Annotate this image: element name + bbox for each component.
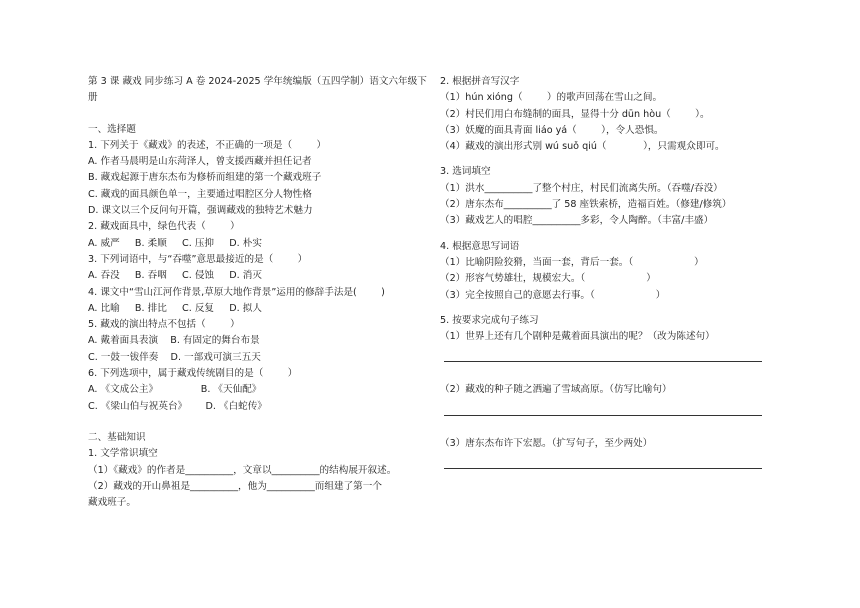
basics-1-item-1: （1）《藏戏》的作者是__________，文章以__________的结构展开叙述。 [88,464,397,476]
basics-2: 2. 根据拼音写汉字 [440,76,520,87]
basics-1-item-2-cont: 藏戏班子。 [88,497,136,509]
question-2: 2. 藏戏面具中，绿色代表（ ） [88,221,240,233]
basics-4-item-2: （2）形容气势雄壮，规模宏大。（ ） [440,273,656,285]
question-1-option-c: C. 藏戏的面具颜色单一，主要通过唱腔区分人物性格 [88,188,312,200]
basics-3-item-1: （1）洪水__________了整个村庄，村民们流离失所。（吞噬/吞没） [440,182,723,194]
basics-5-item-1: （1）世界上还有几个剧种是戴着面具演出的呢？（改为陈述句） [440,331,715,343]
worksheet-title: 第 3 课 藏戏 同步练习 A 卷 2024-2025 学年统编版（五四学制）语文六年级下册 [88,76,427,104]
answer-line-2[interactable] [444,399,762,416]
basics-3-item-3: （3）藏戏艺人的唱腔__________多彩，令人陶醉。（丰富/丰盛） [440,215,714,227]
basics-1-item-2: （2）藏戏的开山鼻祖是__________，他为__________而组建了第一个 [88,480,382,492]
question-4-options: A. 比喻 B. 排比 C. 反复 D. 拟人 [88,302,262,314]
basics-5: 5. 按要求完成句子练习 [440,314,539,326]
section-heading-basics: 二、基础知识 [88,431,146,443]
basics-3-item-2: （2）唐东杰布__________了 58 座铁索桥，造福百姓。（修建/修筑） [440,199,732,211]
basics-4-item-3: （3）完全按照自己的意愿去行事。（ ） [440,289,666,301]
right-column [440,74,770,489]
question-1: 1. 下列关于《藏戏》的表述，不正确的一项是（ ） [88,139,327,151]
basics-2-item-1: （1）hún xióng（ ）的歌声回荡在雪山之间。 [440,92,663,104]
question-5-options-cd: C. 一鼓一钹伴奏 D. 一部戏可演三五天 [88,351,261,363]
question-6-options-ab: A. 《文成公主》 B. 《天仙配》 [88,384,262,396]
basics-5-item-2: （2）藏戏的种子随之洒遍了雪域高原。（仿写比喻句） [440,384,672,396]
basics-2-item-3: （3）妖魔的面具青面 liáo yá（ ），令人恐惧。 [440,124,664,136]
left-column [88,74,428,511]
basics-3: 3. 选词填空 [440,166,491,178]
question-5-options-ab: A. 戴着面具表演 B. 有固定的舞台布景 [88,335,260,347]
basics-4-item-1: （1）比喻阴险狡猾，当面一套，背后一套。（ ） [440,256,704,268]
question-6: 6. 下列选项中，属于藏戏传统剧目的是（ ） [88,368,298,380]
question-1-option-d: D. 课文以三个反问句开篇，强调藏戏的独特艺术魅力 [88,205,313,217]
question-1-option-a: A. 作者马晨明是山东菏泽人，曾支援西藏并担任记者 [88,156,312,168]
basics-4: 4. 根据意思写词语 [440,240,520,252]
question-5: 5. 藏戏的演出特点不包括（ ） [88,319,240,331]
question-4: 4. 课文中“雪山江河作背景,草原大地作背景”运用的修辞手法是( ) [88,286,385,298]
basics-1: 1. 文学常识填空 [88,448,158,460]
question-2-options: A. 威严 B. 柔顺 C. 压抑 D. 朴实 [88,237,262,249]
basics-2-item-4: （4）藏戏的演出形式别 wú suǒ qiú（ ），只需观众即可。 [440,141,725,153]
question-6-options-cd: C. 《梁山伯与祝英台》 D. 《白蛇传》 [88,400,267,412]
basics-2-item-2: （2）村民们用白布缝制的面具，显得十分 dūn hòu（ ）。 [440,108,710,120]
question-1-option-b: B. 藏戏起源于唐东杰布为修桥而组建的第一个藏戏班子 [88,172,322,184]
basics-5-item-3: （3）唐东杰布许下宏愿。（扩写句子，至少两处） [440,437,653,449]
section-heading-choice: 一、选择题 [88,123,136,135]
answer-line-1[interactable] [444,345,762,362]
question-3: 3. 下列词语中，与“吞噬”意思最接近的是（ ） [88,253,308,265]
answer-line-3[interactable] [444,452,762,469]
question-3-options: A. 吞没 B. 吞咽 C. 侵蚀 D. 消灭 [88,270,262,282]
